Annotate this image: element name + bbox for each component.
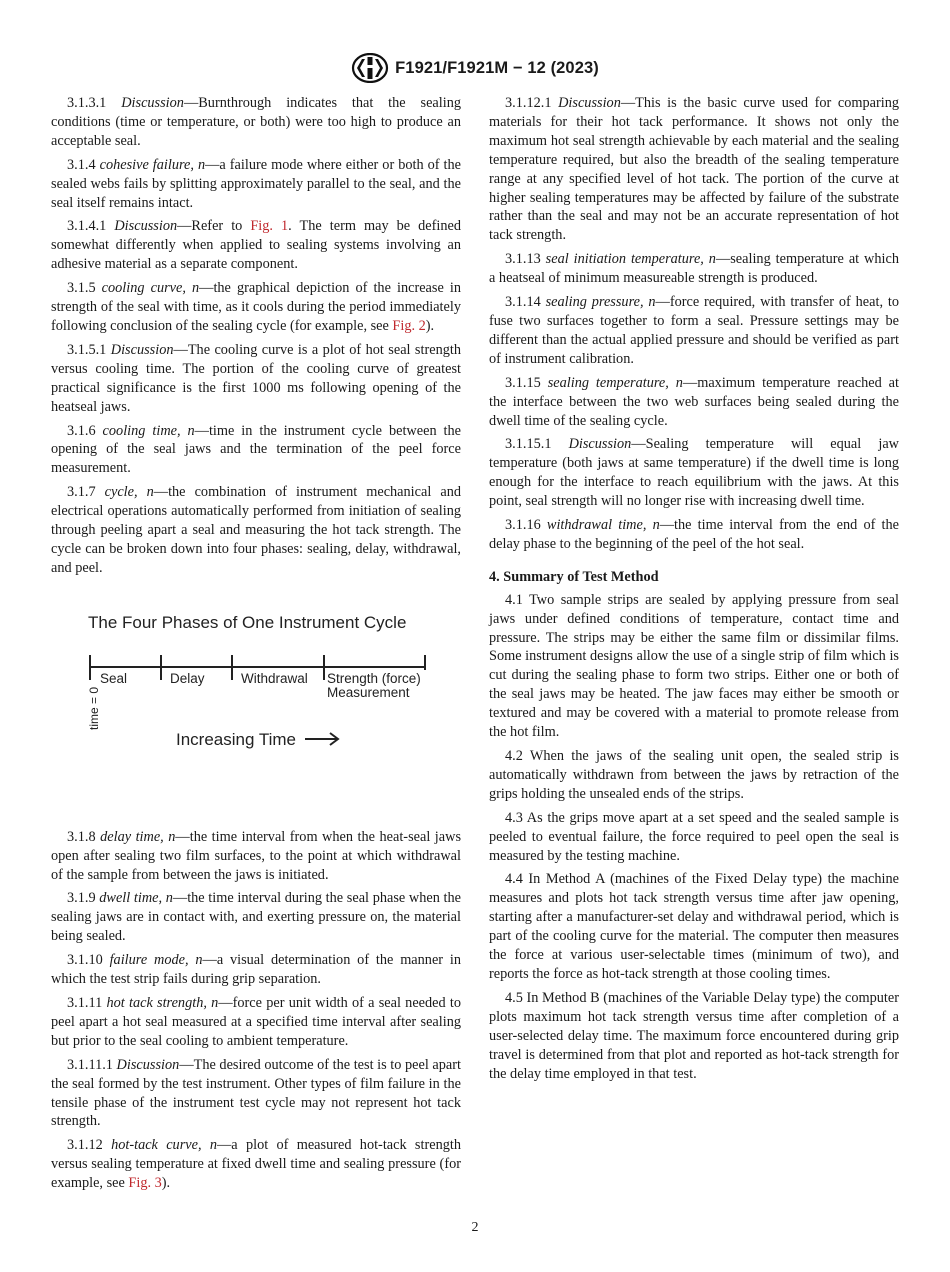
para-3-1-15: 3.1.15 sealing temperature, n—maximum temperature reached at the interface between the two web surfaces being sealed during the dwell time of the sealing cycle. xyxy=(489,374,899,429)
right-arrow-icon xyxy=(305,733,338,745)
right-column xyxy=(489,94,899,1088)
instrument-cycle-figure xyxy=(51,608,461,808)
phase-delay-label: Delay xyxy=(170,670,205,686)
para-4-1: 4.1 Two sample strips are sealed by applying pressure from seal jaws under defined conditions of temperature, contact time and pressure. The strips may be either the same film or dissimilar films. Some instrument designs allow the use of a single strip of film which is cut during the sealing phase to form two strips. Either one or both of the seal jaws may be heated. The jaw faces may either be smooth or textured and may be covered with a material to promote release from the hot film. xyxy=(489,591,899,741)
phase-withdrawal-label: Withdrawal xyxy=(241,670,308,686)
para-3-1-13: 3.1.13 seal initiation temperature, n—sealing temperature at which a heatseal of minimum measureable strength is produced. xyxy=(489,251,899,287)
para-3-1-3-1: 3.1.3.1 Discussion—Burnthrough indicates that the sealing conditions (time or temperature, or both) were too high to produce an acceptable seal. xyxy=(51,95,461,149)
page-header xyxy=(0,52,950,84)
fig-3-link[interactable]: Fig. 3 xyxy=(128,1175,162,1192)
para-4-3: 4.3 As the grips move apart at a set speed and the sealed sample is peeled to eventual failure, the force required to peel open the seal is measured by the testing machine. xyxy=(489,809,899,864)
increasing-time-label: Increasing Time xyxy=(176,729,296,749)
para-3-1-9: 3.1.9 dwell time, n—the time interval during the seal phase when the sealing jaws are in contact with, and exerting pressure on, the material being sealed. xyxy=(51,890,461,945)
para-4-2: 4.2 When the jaws of the sealing unit open, the sealed strip is automatically withdrawn from between the jaws by retraction of the grips holding the unsealed ends of the strips. xyxy=(489,748,899,802)
phase-seal-label: Seal xyxy=(100,670,128,686)
para-3-1-16: 3.1.16 withdrawal time, n—the time interval from the end of the delay phase to the beginning of the peel of the hot seal. xyxy=(489,517,899,552)
astm-logo-icon xyxy=(351,53,389,83)
figure-title: The Four Phases of One Instrument Cycle xyxy=(88,612,407,632)
para-3-1-6: 3.1.6 cooling time, n—time in the instrument cycle between the opening of the seal jaws and the termination of the peel force measurement. xyxy=(51,422,462,477)
para-3-1-14: 3.1.14 sealing pressure, n—force required, with transfer of heat, to fuse two surfaces together to form a seal. Pressure settings may be different than the actual applied pressure and should be verified as part of instrument calibration. xyxy=(489,294,899,367)
para-3-1-15-1: 3.1.15.1 Discussion—Sealing temperature will equal jaw temperature (both jaws at same temperature) if the dwell time is long enough for the interface to reach equilibrium with the jaws. At this point, seal strength will no longer rise with increasing dwell time. xyxy=(489,436,899,510)
para-4-5: 4.5 In Method B (machines of the Variable Delay type) the computer plots maximum hot tack strength versus time after completion of a user-selected delay time. The maximum force encountered during grip travel is determined from that plot and reported as hot-tack strength for the delay time employed in that test. xyxy=(489,989,899,1082)
para-3-1-11: 3.1.11 hot tack strength, n—force per unit width of a seal needed to peel apart a hot seal measured at a specified time interval after sealing but prior to the seal cooling to ambient temperature. xyxy=(51,995,462,1049)
para-3-1-12-1: 3.1.12.1 Discussion—This is the basic curve used for comparing materials for their hot tack performance. It shows not only the maximum hot seal strength achievable by each material and the sealing temperature required, but also the breadth of the sealing temperature range at any specified level of hot tack. The portion of the curve at higher sealing temperatures may be affected by failure of the substrate rather than the seal and may not be an accurate representation of hot tack strength. xyxy=(489,95,899,244)
para-3-1-10: 3.1.10 failure mode, n—a visual determination of the manner in which the test strip fails during grip separation. xyxy=(51,952,461,988)
page-number: 2 xyxy=(471,1220,479,1235)
para-3-1-7: 3.1.7 cycle, n—the combination of instrument mechanical and electrical operations automatically performed from initiation of sealing through peeling apart a seal and measuring the hot tack strength. The cycle can be broken down into four phases: sealing, delay, withdrawal, and peel. xyxy=(51,484,461,576)
para-3-1-5-1: 3.1.5.1 Discussion—The cooling curve is a plot of hot seal strength versus cooling time. The portion of the cooling curve of greatest practical significance is the first 1000 ms following opening of the heatseal jaws. xyxy=(51,341,461,415)
timeline-diagram xyxy=(51,608,461,808)
left-column xyxy=(51,94,461,1198)
phase-strength-label: Strength (force) xyxy=(327,670,421,686)
document-id: F1921/F1921M − 12 (2023) xyxy=(395,58,599,77)
para-3-1-4-1: 3.1.4.1 Discussion—Refer to Fig. 1. The term may be defined somewhat differently when applied to sealing systems involving an adhesive material as a separate component. xyxy=(51,218,462,273)
para-3-1-12: 3.1.12 hot-tack curve, n—a plot of measured hot-tack strength versus sealing temperature at fixed dwell time and sealing pressure (for example, see Fig. 3). xyxy=(51,1137,461,1192)
para-3-1-11-1: 3.1.11.1 Discussion—The desired outcome of the test is to peel apart the seal formed by the test instrument. Other types of film failure in the tensile phase of the instrument test cycle may not represent hot tack strength. xyxy=(51,1056,462,1130)
para-3-1-5: 3.1.5 cooling curve, n—the graphical depiction of the increase in strength of the seal with time, as it cools during the period immediately following conclusion of the sealing cycle (for example, see Fig. 2). xyxy=(51,280,461,334)
time-zero-label: time = 0 xyxy=(87,686,101,730)
section-4-heading: 4. Summary of Test Method xyxy=(489,568,659,585)
fig-2-link[interactable]: Fig. 2 xyxy=(392,317,426,334)
fig-1-link[interactable]: Fig. 1 xyxy=(250,218,289,235)
para-3-1-8: 3.1.8 delay time, n—the time interval from when the heat-seal jaws open after sealing two film surfaces, to the point at which withdrawal of the sample from between the jaws is initiated. xyxy=(51,828,462,883)
para-3-1-4: 3.1.4 cohesive failure, n—a failure mode where either or both of the sealed webs fails by splitting approximately parallel to the seal, and the seal itself remains intact. xyxy=(51,156,461,211)
para-4-4: 4.4 In Method A (machines of the Fixed Delay type) the machine measures and plots hot tack strength versus time after jaw opening, starting after a manufacturer-set delay and withdrawal period, which is part of the cooling curve for the material. The computer then measures the force at various user-selectable times (minimum of two), and reports the force as hot-tack strength at those cooling times. xyxy=(489,871,899,982)
phase-measurement-label: Measurement xyxy=(327,684,410,700)
